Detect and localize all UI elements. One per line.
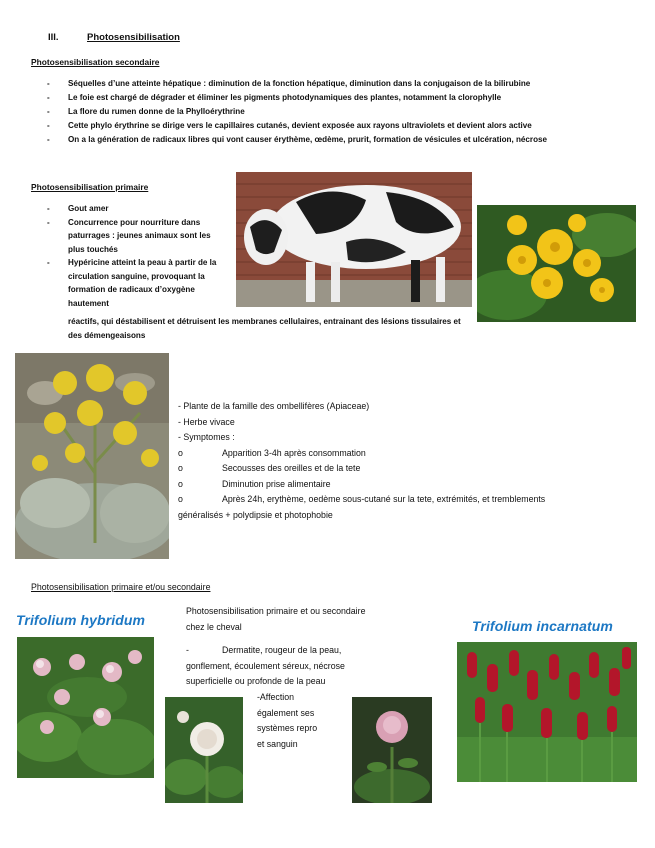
symptom-tail: généralisés + polydipsie et photophobie <box>178 509 333 520</box>
list-item: - Hypéricine atteint la peau à partir de la circulation sanguine, provoquant la formation de radicaux d’oxygène hautement <box>47 258 217 308</box>
list-item: - Cette phylo érythrine se dirige vers le capillaires cutanés, devient exposée aux rayons ultraviolets et devient alors active <box>47 121 532 130</box>
section-title: Photosensibilisation <box>87 32 180 43</box>
symptom-item: o Diminution prise alimentaire <box>178 478 331 489</box>
list-item: - Concurrence pour nourriture dans paturrages : jeunes animaux sont les plus touchés <box>47 217 211 254</box>
symptom-item: o Après 24h, erythème, oedème sous-cutané sur la tete, extrémités, et tremblements <box>178 494 546 504</box>
horse-signs-line: - Dermatite, rougeur de la peau, <box>186 645 342 655</box>
list-item: - Séquelles d’une atteinte hépatique : diminution de la fonction hépatique, diminution dans la conjugaison de la bilirubine <box>47 79 531 88</box>
plant-line: - Herbe vivace <box>178 416 235 427</box>
crimson-clover-photo <box>457 642 637 782</box>
alsike-clover-photo <box>17 637 154 778</box>
hypericum-photo <box>477 205 636 322</box>
yellow-umbellifer-photo <box>15 353 169 559</box>
affection-line: également ses <box>257 707 315 718</box>
list-item: - La flore du rumen donne de la Phylloérythrine <box>47 107 245 116</box>
primary-heading: Photosensibilisation primaire <box>31 182 149 192</box>
list-item: - Gout amer <box>47 204 109 213</box>
plant-line: - Symptomes : <box>178 432 235 442</box>
list-item: - On a la génération de radicaux libres qui vont causer érythème, œdème, prurit, formation de vésicules et ulcération, nécrose <box>47 135 548 144</box>
primary-list <box>47 202 222 310</box>
symptom-item: o Secousses des oreilles et de la tete <box>178 463 361 473</box>
plant-line: - Plante de la famille des ombellifères (Apiaceae) <box>178 401 370 411</box>
pink-clover-photo <box>352 697 432 803</box>
affection-line: -Affection <box>257 692 295 702</box>
horse-intro <box>186 604 436 635</box>
horse-signs <box>186 643 426 690</box>
species-label-left: Trifolium hybridum <box>16 612 146 628</box>
section-number: III. <box>48 32 59 43</box>
horse-intro-line: Photosensibilisation primaire et ou secondaire <box>186 606 366 616</box>
cow-photo <box>236 172 472 307</box>
horse-signs-line: gonflement, écoulement séreux, nécrose <box>186 660 345 671</box>
affection-line: systèmes repro <box>257 723 318 733</box>
species-label-right: Trifolium incarnatum <box>472 618 613 634</box>
horse-intro-line: chez le cheval <box>186 621 242 632</box>
list-item: - Le foie est chargé de dégrader et éliminer les pigments photodynamiques des plantes, notamment la clorophylle <box>47 93 502 102</box>
affection-note <box>257 690 347 752</box>
symptom-item: o Apparition 3-4h après consommation <box>178 447 366 458</box>
mixed-heading: Photosensibilisation primaire et/ou secondaire <box>31 582 211 592</box>
plant-description <box>178 399 638 523</box>
secondary-list <box>47 77 647 147</box>
affection-line: et sanguin <box>257 738 298 749</box>
primary-continuation: réactifs, qui déstabilisent et détruisent les membranes cellulaires, entrainant des lésions tissulaires et des démengeaisons <box>68 317 461 340</box>
horse-signs-line: superficielle ou profonde de la peau <box>186 676 326 686</box>
white-clover-photo <box>165 697 243 803</box>
secondary-heading: Photosensibilisation secondaire <box>31 57 160 67</box>
